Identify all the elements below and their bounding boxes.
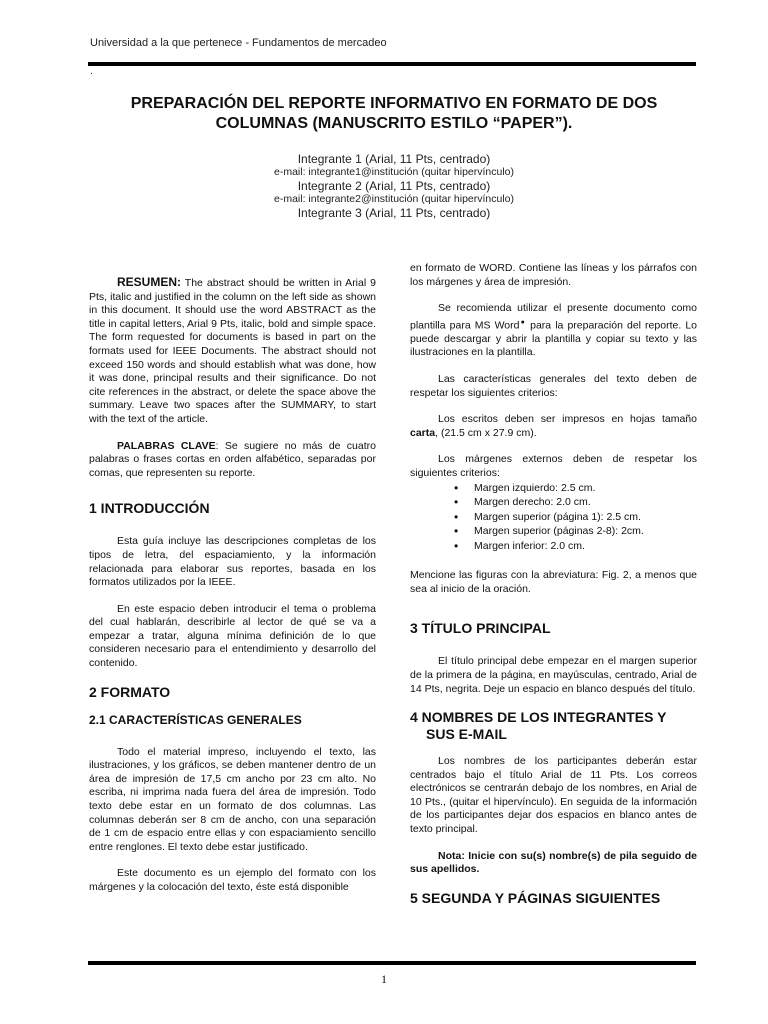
body-paragraph: El título principal debe empezar en el margen superior de la primera de la página, en mayúsculas, centrado, Arial de 14 Pts, negrita. Deje un espacio en blanco después del título. [410,655,697,695]
section-heading-introduccion: 1 INTRODUCCIÓN [89,500,210,517]
list-item: • Margen derecho: 2.0 cm. [454,495,697,510]
author-email: e-mail: integrante1@institución (quitar hipervínculo) [273,166,515,178]
text-run: para la preparación del reporte. Lo puede descargar y abrir la plantilla y copiar su texto y las ilustraciones en la plantilla. [410,319,697,359]
margins-list [410,481,697,554]
body-paragraph: Mencione las figuras con la abreviatura: Fig. 2, a menos que sea al inicio de la oración. [410,569,697,595]
keywords-paragraph [89,440,376,481]
body-paragraph: en formato de WORD. Contiene las líneas y los párrafos con los márgenes y área de impresión. [410,262,697,288]
body-paragraph: Este documento es un ejemplo del formato con los márgenes y la colocación del texto, éste está disponible [89,867,376,893]
list-item: • Margen inferior: 2.0 cm. [454,539,697,554]
author-name: Integrante 1 (Arial, 11 Pts, centrado) [297,152,491,166]
text-run: Se recomienda utilizar el presente documento como plantilla para MS Word [410,302,697,332]
keywords-text: : Se sugiere no más de cuatro palabras o frases cortas en orden alfabético, separadas por comas, que representen su reporte. [89,439,376,479]
note-paragraph: Nota: Inicie con su(s) nombre(s) de pila seguido de sus apellidos. [410,849,697,876]
page-number: 1 [381,972,387,986]
document-title [90,94,698,134]
registered-mark-icon: ● [519,318,527,326]
section-heading-segunda: 5 SEGUNDA Y PÁGINAS SIGUIENTES [410,889,661,906]
author-name: Integrante 3 (Arial, 11 Pts, centrado) [297,206,491,220]
section-heading-nombres: 4 NOMBRES DE LOS INTEGRANTES Y SUS E-MAIL [410,709,667,743]
text-run: , (21.5 cm x 27.9 cm). [435,426,537,439]
header-rule [88,62,696,66]
body-paragraph: En este espacio deben introducir el tema o problema del cual hablarán, describirle al lector de qué se va a empezar a tratar, alguna mínima definición de lo que consideren necesario para el entendimiento y desarrollo del contenido. [89,602,376,670]
body-paragraph [410,413,697,440]
body-paragraph [410,302,697,360]
header-dot: . [90,66,93,77]
right-column [410,262,697,925]
footer-rule [88,961,696,965]
body-paragraph: Esta guía incluye las descripciones completas de los tipos de letra, del espaciamiento, y la información relacionada para elaborar sus reportes, basada en los formatos utilizados por la IEEE. [89,535,376,589]
list-item: • Margen superior (páginas 2-8): 2cm. [454,524,697,539]
body-paragraph: Todo el material impreso, incluyendo el texto, las ilustraciones, y los gráficos, se deben mantener dentro de un área de impresión de 17,5 cm ancho por 23 cm alto. No escriba, ni imprima nada fuera del área de impresión. Todo texto debe estar en un formato de dos columnas. Las columnas deberán ser 8 cm de ancho, con una separación de 1 cm de espacio entre ellas y con espaciamiento sencillo entre renglones. El texto debe estar justificado. [89,745,376,853]
author-email: e-mail: integrante2@institución (quitar hipervínculo) [273,193,515,205]
section-heading-formato: 2 FORMATO [89,683,171,700]
body-paragraph: Las características generales del texto deben de respetar los siguientes criterios: [410,373,697,399]
keywords-label: PALABRAS CLAVE [117,439,216,452]
text-bold: carta [410,426,436,439]
title-line-2: COLUMNAS (MANUSCRITO ESTILO “PAPER”). [215,115,573,132]
authors-block [90,152,698,220]
body-paragraph: Los márgenes externos deben de respetar los siguientes criterios: [410,453,697,480]
title-line-1: PREPARACIÓN DEL REPORTE INFORMATIVO EN FORMATO DE DOS [130,95,658,112]
section-heading-titulo: 3 TÍTULO PRINCIPAL [410,620,551,637]
running-header: Universidad a la que pertenece - Fundamentos de mercadeo [90,37,387,49]
abstract-label: RESUMEN: [117,275,182,289]
left-column [89,262,376,908]
list-item: • Margen superior (página 1): 2.5 cm. [454,510,697,525]
author-name: Integrante 2 (Arial, 11 Pts, centrado) [297,179,491,193]
abstract-paragraph [89,276,376,427]
subsection-heading-caracteristicas: 2.1 CARACTERÍSTICAS GENERALES [89,712,302,727]
list-item: • Margen izquierdo: 2.5 cm. [454,481,697,496]
text-run: Los escritos deben ser impresos en hojas tamaño [438,413,697,426]
abstract-text: The abstract should be written in Arial 9 Pts, italic and justified in the column on the left side as shown in this document. It should use the word ABSTRACT as the title in capital letters, Arial 9 Pts, italic, bold and simple space. The form requested for documents is based in part on the formats used for IEEE Documents. The abstract should not exceed 150 words and should establish what was done, how it was done, principal results and their significance. Do not cite references in the abstract, or delete the space above the summary. Leave two spaces after the SUMMARY, to start with the text of the article. [89,277,376,425]
body-paragraph: Los nombres de los participantes deberán estar centrados bajo el título Arial de 11 Pts. Los correos electrónicos se centrarán debajo de los nombres, en Arial de 10 Pts., (quitar el hipervínculo). En seguida de la información de los participantes dejar dos espacios en blanco antes de texto principal. [410,755,697,836]
